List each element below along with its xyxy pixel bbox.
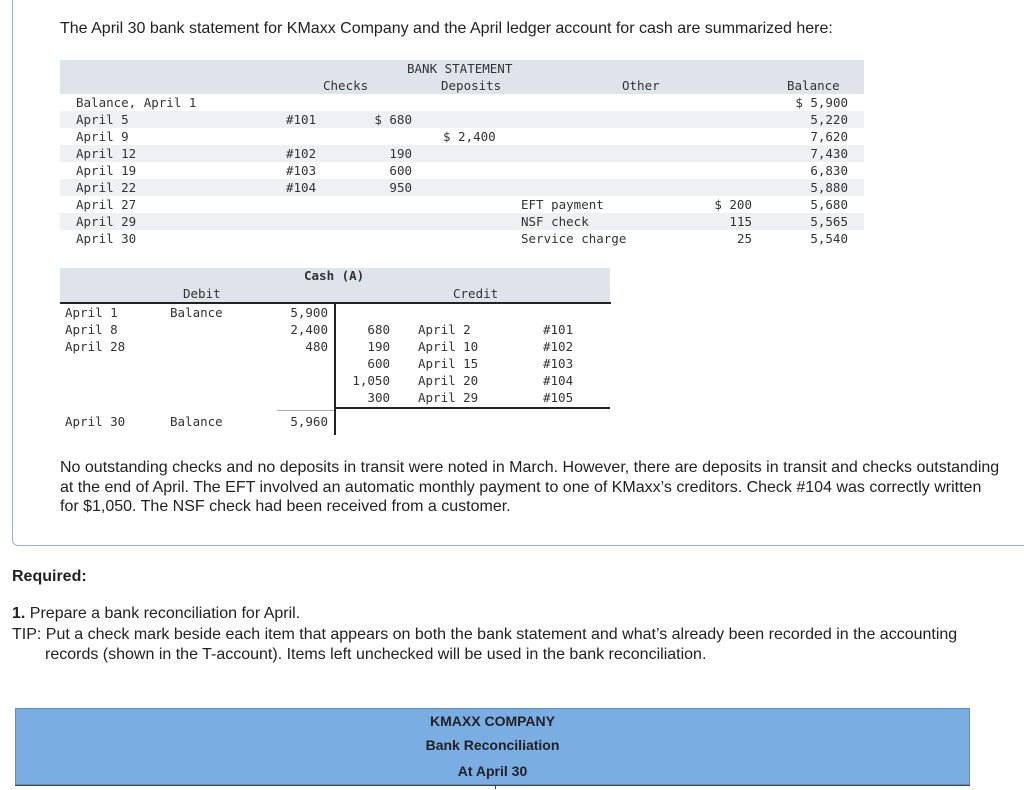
bs-check-no-cell: #103 — [286, 163, 317, 178]
credit-date-cell: April 2 — [418, 322, 471, 337]
reconciliation-body-top — [15, 785, 970, 790]
credit-amt-cell: 300 — [367, 390, 390, 405]
ending-desc: Balance — [170, 414, 223, 429]
reconciliation-column-divider — [495, 785, 496, 789]
credit-ref-cell: #103 — [543, 356, 574, 371]
tip-text — [12, 625, 1024, 664]
bs-date-cell: April 30 — [76, 231, 137, 246]
step-1 — [12, 605, 300, 623]
debit-amt-cell: 2,400 — [290, 322, 328, 337]
debit-desc-cell: Balance — [170, 305, 223, 320]
deposits-header: Deposits — [441, 78, 502, 93]
bs-balance-cell: 7,430 — [810, 146, 848, 161]
bs-balance-cell: 7,620 — [810, 129, 848, 144]
step-text: Prepare a bank reconciliation for April. — [29, 605, 301, 622]
tip-line2: records (shown in the T-account). Items left unchecked will be used in the bank reconciliation. — [45, 645, 707, 663]
credit-date-cell: April 15 — [418, 356, 479, 371]
bs-balance-cell: 5,220 — [810, 112, 848, 127]
debit-amt-cell: 480 — [305, 339, 328, 354]
bank-statement-title: BANK STATEMENT — [407, 61, 513, 76]
bs-date-cell: April 22 — [76, 180, 137, 195]
credit-amt-cell: 1,050 — [352, 373, 390, 388]
credit-ref-cell: #104 — [543, 373, 574, 388]
bs-date-cell: April 19 — [76, 163, 137, 178]
required-heading: Required: — [12, 568, 87, 585]
credit-date-cell: April 29 — [418, 390, 479, 405]
bs-balance-cell: 6,830 — [810, 163, 848, 178]
debit-label: Debit — [183, 286, 221, 301]
step-number: 1. — [12, 605, 26, 622]
bs-date-cell: April 9 — [76, 129, 129, 144]
bs-check-amt-cell: 950 — [389, 180, 412, 195]
credit-ref-cell: #101 — [543, 322, 574, 337]
bs-balance-cell: 5,540 — [810, 231, 848, 246]
row-stripe — [60, 145, 864, 162]
bs-other-desc-cell: EFT payment — [521, 197, 604, 212]
bs-deposit-cell: $ 2,400 — [443, 129, 496, 144]
bs-check-amt-cell: $ 680 — [374, 112, 412, 127]
bs-check-amt-cell: 600 — [389, 163, 412, 178]
credit-ref-cell: #102 — [543, 339, 574, 354]
debit-date-cell: April 1 — [65, 305, 118, 320]
other-header: Other — [622, 78, 660, 93]
t-account-vertical-line — [334, 303, 336, 408]
problem-paragraph: No outstanding checks and no deposits in transit were noted in March. However, there are deposits in transit and checks outstanding at the end of April. The EFT involved an automatic monthly payment to one of KMaxx’s creditors. Check #104 was correctly written for $1,050. The NSF check had been received from a customer. — [60, 459, 1000, 515]
bs-date-cell: April 27 — [76, 197, 137, 212]
reconciliation-title: Bank Reconciliation — [15, 733, 970, 759]
balance-header: Balance — [787, 78, 840, 93]
bs-other-desc-cell: Service charge — [521, 231, 627, 246]
ending-date: April 30 — [65, 414, 126, 429]
tip-line1: Put a check mark beside each item that appears on both the bank statement and what’s already been recorded in the accounting — [45, 626, 958, 643]
tip-label: TIP: — [12, 626, 42, 643]
row-stripe — [60, 111, 864, 128]
bs-balance-cell: 5,880 — [810, 180, 848, 195]
row-stripe — [60, 179, 864, 196]
t-account-title: Cash (A) — [304, 268, 365, 283]
bs-other-amt-cell: $ 200 — [714, 197, 752, 212]
reconciliation-date: At April 30 — [15, 758, 970, 785]
bs-date-cell: April 29 — [76, 214, 137, 229]
bs-balance-cell: 5,565 — [810, 214, 848, 229]
checks-header: Checks — [323, 78, 369, 93]
bs-check-no-cell: #102 — [286, 146, 317, 161]
t-account-ending-line — [334, 408, 336, 435]
credit-date-cell: April 20 — [418, 373, 479, 388]
credit-amt-cell: 680 — [367, 322, 390, 337]
reconciliation-company: KMAXX COMPANY — [15, 708, 970, 734]
bs-other-amt-cell: 25 — [736, 231, 752, 246]
credit-amt-cell: 600 — [367, 356, 390, 371]
debit-date-cell: April 8 — [65, 322, 118, 337]
bs-check-amt-cell: 190 — [389, 146, 412, 161]
debit-amt-cell: 5,900 — [290, 305, 328, 320]
bs-date-cell: April 5 — [76, 112, 129, 127]
bs-balance-cell: $ 5,900 — [795, 95, 848, 110]
bs-other-amt-cell: 115 — [729, 214, 752, 229]
bs-check-no-cell: #104 — [286, 180, 317, 195]
intro-text: The April 30 bank statement for KMaxx Company and the April ledger account for cash are summarized here: — [60, 20, 833, 37]
credit-label: Credit — [453, 286, 499, 301]
bs-balance-cell: 5,680 — [810, 197, 848, 212]
ending-amount: 5,960 — [290, 414, 328, 429]
bs-other-desc-cell: NSF check — [521, 214, 589, 229]
debit-date-cell: April 28 — [65, 339, 126, 354]
bs-date-cell: Balance, April 1 — [76, 95, 197, 110]
bs-check-no-cell: #101 — [286, 112, 317, 127]
t-account-total-line — [334, 407, 610, 409]
credit-date-cell: April 10 — [418, 339, 479, 354]
credit-ref-cell: #105 — [543, 390, 574, 405]
bs-date-cell: April 12 — [76, 146, 137, 161]
credit-amt-cell: 190 — [367, 339, 390, 354]
